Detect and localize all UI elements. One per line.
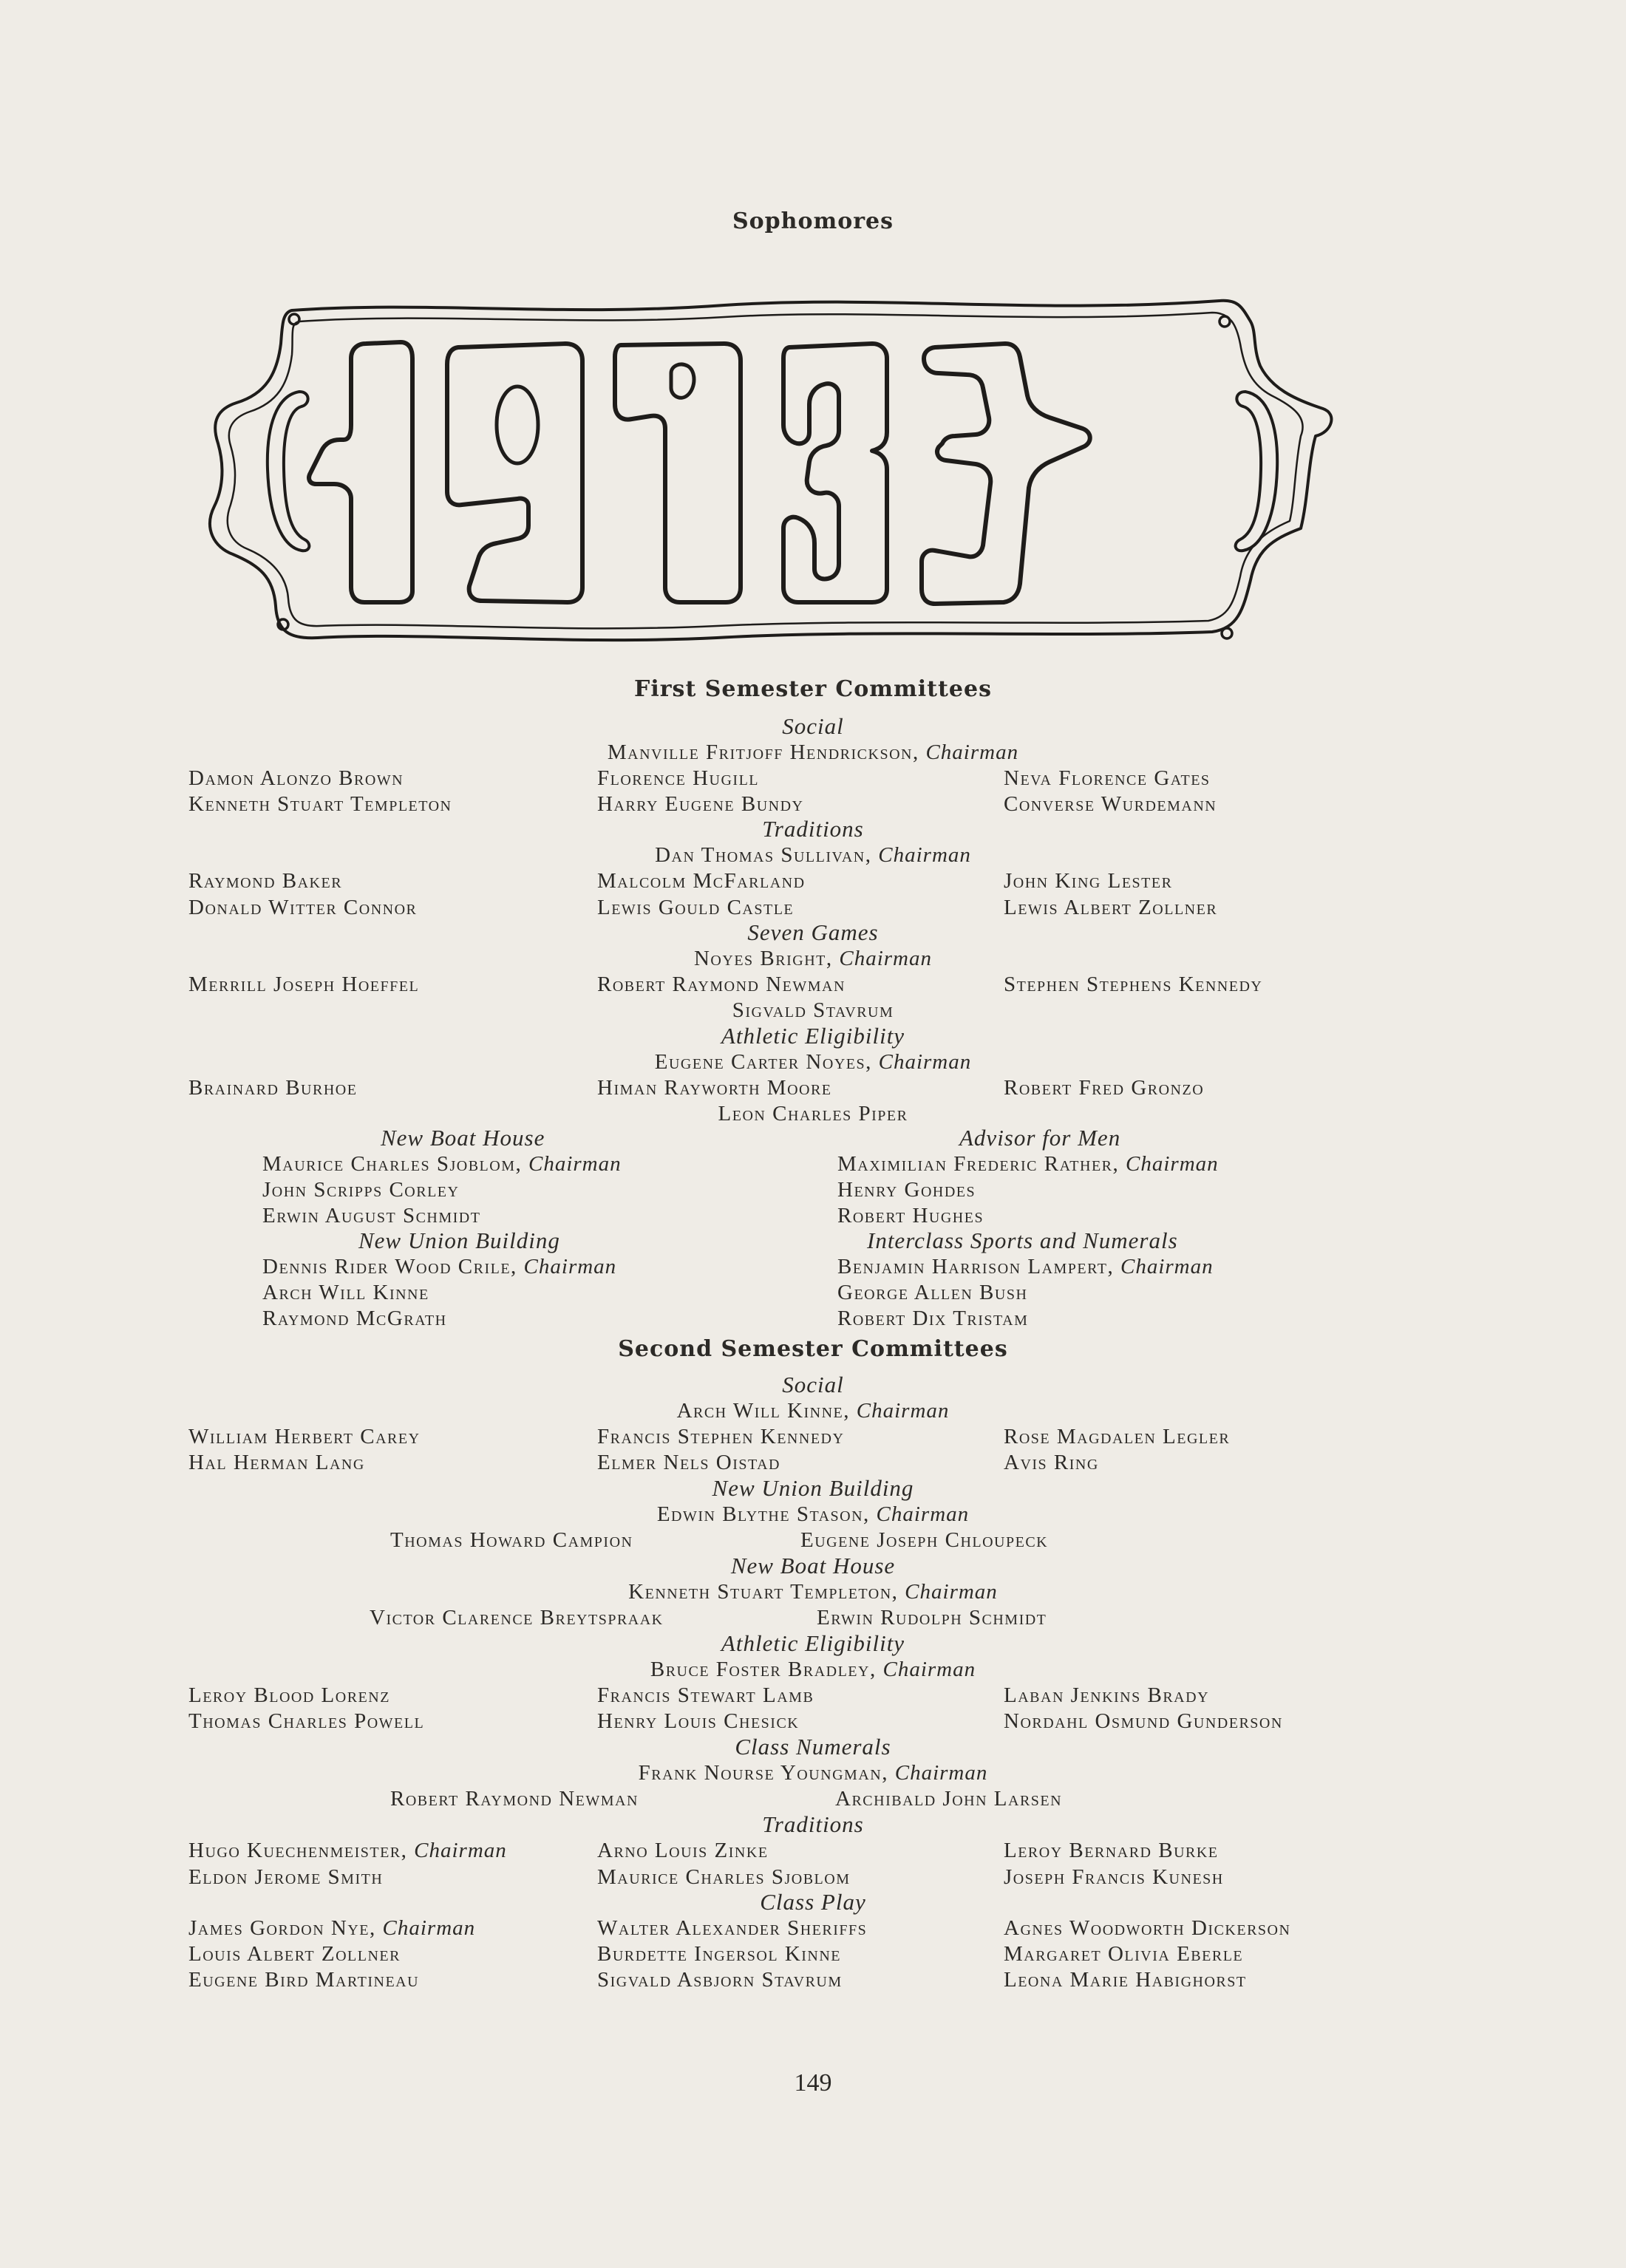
member-name: Thomas Charles Powell <box>188 1709 425 1733</box>
member-name: John Scripps Corley <box>262 1178 460 1202</box>
member-name: Stephen Stephens Kennedy <box>1004 973 1263 996</box>
member-name: Erwin August Schmidt <box>262 1204 481 1227</box>
committee-title: Social <box>782 713 844 739</box>
committee-title: New Boat House <box>730 1553 896 1579</box>
committee-title: Class Play <box>760 1889 866 1915</box>
member-name: Leroy Blood Lorenz <box>188 1683 390 1707</box>
member-name: Elmer Nels Oistad <box>597 1451 780 1474</box>
committee-title: Athletic Eligibility <box>721 1023 905 1049</box>
member-name: Sigvald Asbjorn Stavrum <box>597 1968 843 1992</box>
member-name: Merrill Joseph Hoeffel <box>188 973 420 996</box>
committee-title: Athletic Eligibility <box>721 1630 905 1656</box>
member-name: Robert Dix Tristam <box>837 1307 1029 1330</box>
member-name: Converse Wurdemann <box>1004 792 1217 816</box>
chairman-line: Maximilian Frederic Rather, Chairman <box>837 1152 1219 1176</box>
member-name: Robert Raymond Newman <box>390 1787 639 1811</box>
chairman-line: Maurice Charles Sjoblom, Chairman <box>262 1152 622 1176</box>
chairman-line: Dennis Rider Wood Crile, Chairman <box>262 1255 617 1278</box>
chairman-line: Bruce Foster Bradley, Chairman <box>650 1658 976 1681</box>
page-number: 149 <box>794 2069 832 2097</box>
member-name: Leona Marie Habighorst <box>1004 1968 1247 1992</box>
member-name: Harry Eugene Bundy <box>597 792 804 816</box>
member-name: Laban Jenkins Brady <box>1004 1683 1210 1707</box>
chairman-line: Dan Thomas Sullivan, Chairman <box>655 843 971 867</box>
second-semester-heading: Second Semester Committees <box>618 1336 1008 1362</box>
member-name: Brainard Burhoe <box>188 1076 358 1100</box>
committee-title: Social <box>782 1372 844 1397</box>
member-name: Damon Alonzo Brown <box>188 766 404 790</box>
chairman-line: James Gordon Nye, Chairman <box>188 1916 476 1940</box>
member-name: Walter Alexander Sheriffs <box>597 1916 868 1940</box>
committee-title: Traditions <box>762 816 864 842</box>
member-name: Joseph Francis Kunesh <box>1004 1865 1224 1889</box>
member-name: Robert Raymond Newman <box>597 973 846 996</box>
chairman-line: Kenneth Stuart Templeton, Chairman <box>628 1580 998 1604</box>
member-name: Eugene Bird Martineau <box>188 1968 420 1992</box>
member-name: Eldon Jerome Smith <box>188 1865 384 1889</box>
member-name: Neva Florence Gates <box>1004 766 1211 790</box>
committee-title: New Union Building <box>712 1475 914 1501</box>
member-name: Robert Fred Gronzo <box>1004 1076 1205 1100</box>
first-semester-heading: First Semester Committees <box>634 676 992 702</box>
member-name: John King Lester <box>1004 869 1173 893</box>
member-name: Henry Louis Chesick <box>597 1709 800 1733</box>
member-name: George Allen Bush <box>837 1281 1028 1304</box>
committee-title: Seven Games <box>747 919 879 945</box>
member-name: Arno Louis Zinke <box>597 1839 769 1862</box>
member-name: Hal Herman Lang <box>188 1451 365 1474</box>
member-name: Leon Charles Piper <box>718 1102 908 1126</box>
member-name: Thomas Howard Campion <box>390 1528 633 1552</box>
member-name: Arch Will Kinne <box>262 1281 429 1304</box>
member-name: Lewis Gould Castle <box>597 896 795 919</box>
chairman-line: Hugo Kuechenmeister, Chairman <box>188 1839 507 1862</box>
committee-title: New Boat House <box>381 1125 545 1151</box>
member-name: Florence Hugill <box>597 766 760 790</box>
member-name: Louis Albert Zollner <box>188 1942 401 1966</box>
chairman-line: Manville Fritjoff Hendrickson, Chairman <box>607 740 1019 764</box>
chairman-line: Frank Nourse Youngman, Chairman <box>638 1761 988 1785</box>
member-name: Agnes Woodworth Dickerson <box>1004 1916 1291 1940</box>
member-name: Eugene Joseph Chloupeck <box>800 1528 1049 1552</box>
member-name: Victor Clarence Breytspraak <box>370 1606 664 1630</box>
member-name: Nordahl Osmund Gunderson <box>1004 1709 1283 1733</box>
member-name: Rose Magdalen Legler <box>1004 1425 1231 1448</box>
member-name: Burdette Ingersol Kinne <box>597 1942 842 1966</box>
member-name: Malcolm McFarland <box>597 869 806 893</box>
member-name: Raymond Baker <box>188 869 343 893</box>
member-name: Maurice Charles Sjoblom <box>597 1865 851 1889</box>
committee-title: Traditions <box>762 1811 864 1837</box>
member-name: Himan Rayworth Moore <box>597 1076 832 1100</box>
member-name: Sigvald Stavrum <box>732 998 894 1022</box>
committee-title: New Union Building <box>358 1227 560 1253</box>
member-name: Margaret Olivia Eberle <box>1004 1942 1244 1966</box>
member-name: Leroy Bernard Burke <box>1004 1839 1219 1862</box>
running-head: Sophomores <box>732 208 894 234</box>
member-name: Robert Hughes <box>837 1204 984 1227</box>
member-name: Donald Witter Connor <box>188 896 418 919</box>
member-name: Erwin Rudolph Schmidt <box>817 1606 1047 1630</box>
member-name: Archibald John Larsen <box>835 1787 1063 1811</box>
chairman-line: Edwin Blythe Stason, Chairman <box>656 1502 970 1526</box>
member-name: Avis Ring <box>1004 1451 1099 1474</box>
member-name: Lewis Albert Zollner <box>1004 896 1218 919</box>
member-name: Raymond McGrath <box>262 1307 447 1330</box>
committee-title: Advisor for Men <box>959 1125 1121 1151</box>
chairman-line: Noyes Bright, Chairman <box>693 947 932 970</box>
member-name: Kenneth Stuart Templeton <box>188 792 452 816</box>
member-name: Francis Stephen Kennedy <box>597 1425 845 1448</box>
chairman-line: Benjamin Harrison Lampert, Chairman <box>837 1255 1214 1278</box>
member-name: Henry Gohdes <box>837 1178 976 1202</box>
member-name: William Herbert Carey <box>188 1425 421 1448</box>
chairman-line: Eugene Carter Noyes, Chairman <box>654 1050 972 1074</box>
class-year-plaque <box>207 285 1338 658</box>
member-name: Francis Stewart Lamb <box>597 1683 814 1707</box>
committee-title: Class Numerals <box>735 1734 891 1760</box>
chairman-line: Arch Will Kinne, Chairman <box>676 1399 950 1423</box>
committee-title: Interclass Sports and Numerals <box>867 1227 1178 1253</box>
